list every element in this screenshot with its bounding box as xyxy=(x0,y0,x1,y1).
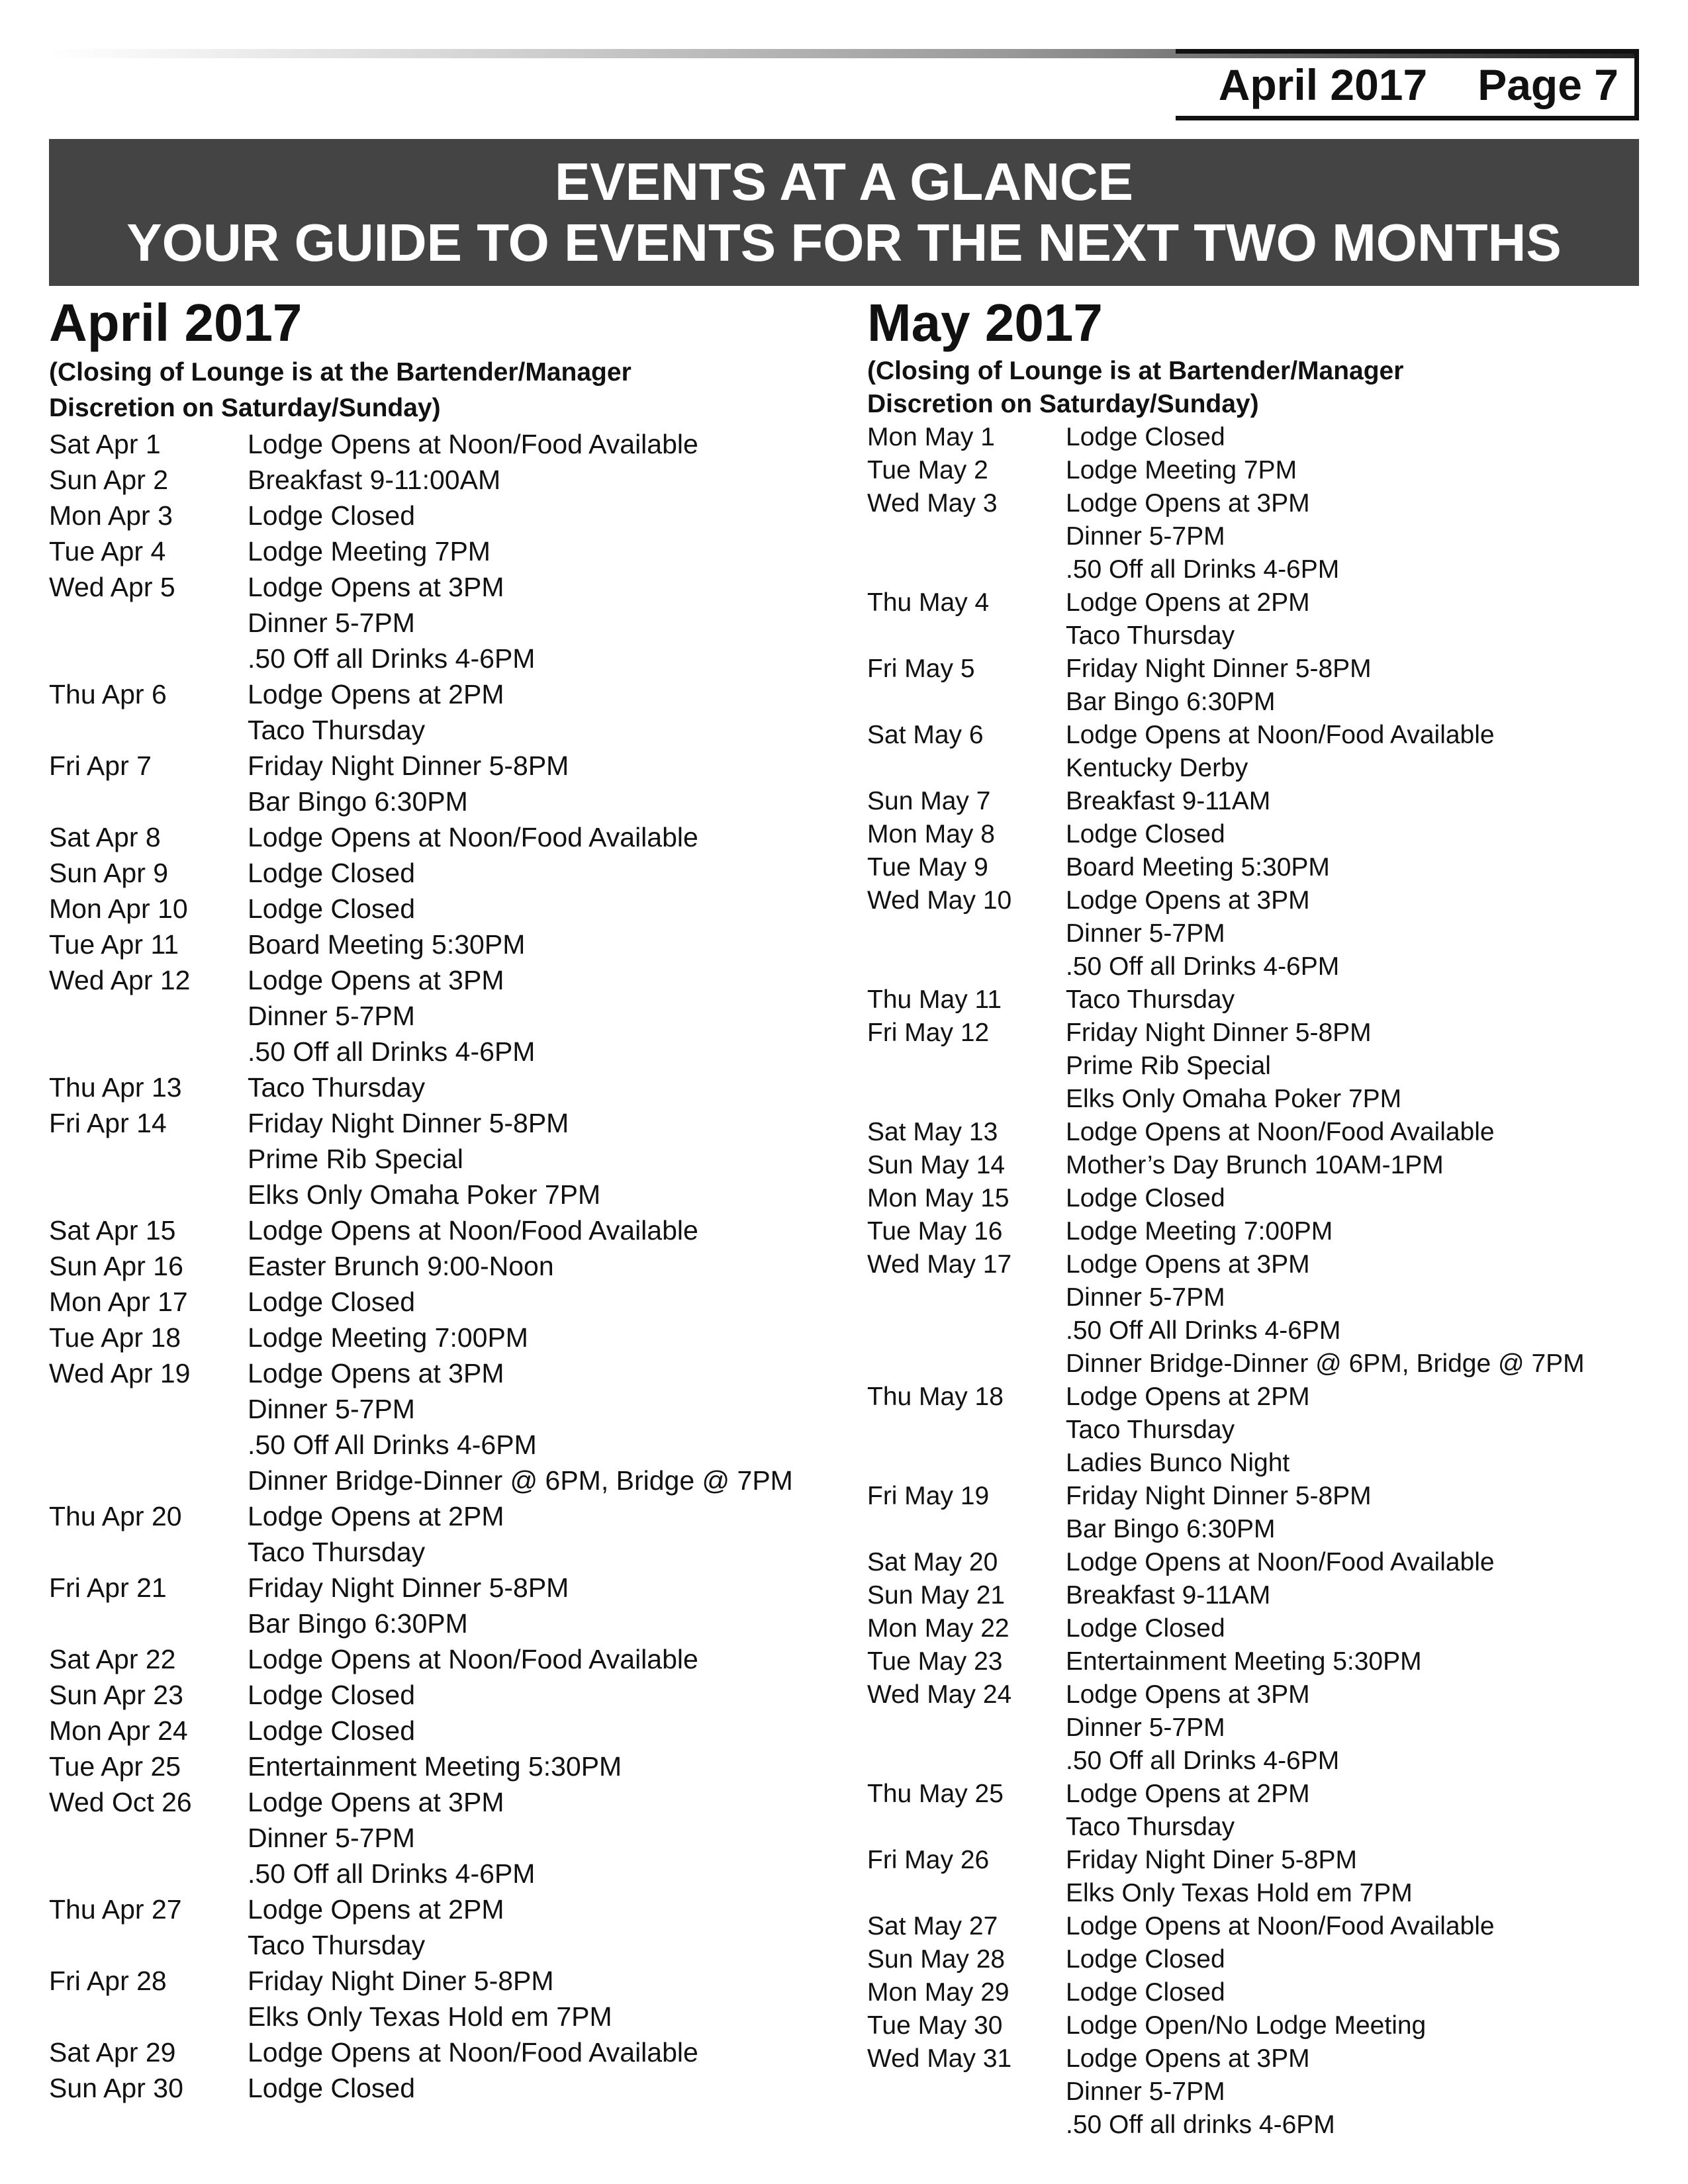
event-date: Sat May 20 xyxy=(867,1548,998,1576)
event-lines xyxy=(1066,1248,1585,1381)
event-lines xyxy=(1066,818,1225,851)
april-column xyxy=(49,291,830,2106)
event-date: Sat Apr 29 xyxy=(49,2037,176,2068)
event-date: Wed Oct 26 xyxy=(49,1787,192,1817)
event-date: Wed Apr 19 xyxy=(49,1358,191,1388)
event-description: Lodge Closed xyxy=(248,500,416,531)
event-date: Sat Apr 22 xyxy=(49,1644,176,1674)
event-description: Breakfast 9-11AM xyxy=(1066,1581,1271,1610)
event-description: .50 Off all Drinks 4-6PM xyxy=(248,643,536,674)
event-lines xyxy=(1066,586,1310,653)
event-lines xyxy=(1066,2009,1426,2042)
event-description: Lodge Opens at 2PM xyxy=(248,1894,504,1925)
event-lines xyxy=(1066,653,1372,719)
event-description: Dinner 5-7PM xyxy=(248,1823,415,1853)
event-date: Sat May 13 xyxy=(867,1118,998,1146)
event-description: Lodge Meeting 7:00PM xyxy=(1066,1217,1333,1246)
event-date: Sun Apr 9 xyxy=(49,858,169,888)
event-lines xyxy=(248,2034,698,2070)
event-description: Taco Thursday xyxy=(1066,1813,1235,1841)
title-banner xyxy=(49,139,1639,286)
event-lines xyxy=(1066,1546,1495,1579)
event-entry xyxy=(867,1116,1648,1149)
event-entry xyxy=(867,586,1648,653)
event-date: Thu May 25 xyxy=(867,1780,1004,1808)
event-description: Taco Thursday xyxy=(248,1930,426,1960)
event-entry xyxy=(49,962,830,1069)
event-lines xyxy=(1066,1943,1225,1976)
event-date: Fri May 5 xyxy=(867,655,975,683)
event-date: Fri May 12 xyxy=(867,1019,990,1047)
event-lines xyxy=(1066,2042,1335,2142)
event-lines xyxy=(248,426,698,462)
event-description: Dinner 5-7PM xyxy=(1066,522,1225,551)
event-description: Bar Bingo 6:30PM xyxy=(1066,1515,1276,1543)
event-description: Friday Night Diner 5-8PM xyxy=(248,1966,554,1996)
event-lines xyxy=(248,1212,698,1248)
event-description: Lodge Opens at Noon/Food Available xyxy=(248,429,698,459)
event-entry xyxy=(867,884,1648,983)
event-description: Mother’s Day Brunch 10AM-1PM xyxy=(1066,1151,1444,1179)
event-lines xyxy=(248,569,535,676)
event-entry xyxy=(867,1612,1648,1645)
event-lines xyxy=(1066,1149,1444,1182)
event-lines xyxy=(1066,1579,1270,1612)
event-description: Dinner 5-7PM xyxy=(1066,2077,1225,2106)
event-date: Mon Apr 10 xyxy=(49,893,188,924)
event-date: Tue May 30 xyxy=(867,2011,1003,2040)
event-description: Dinner 5-7PM xyxy=(248,608,415,638)
event-entry xyxy=(49,1355,830,1498)
banner-title: EVENTS AT A GLANCE xyxy=(554,152,1134,211)
event-entry xyxy=(49,1891,830,1963)
event-entry xyxy=(49,1677,830,1713)
event-entry xyxy=(49,2034,830,2070)
event-lines xyxy=(1066,487,1339,586)
event-entry xyxy=(867,1546,1648,1579)
event-entry xyxy=(867,1844,1648,1910)
event-description: Lodge Opens at Noon/Food Available xyxy=(1066,721,1495,749)
event-date: Tue May 2 xyxy=(867,456,988,484)
event-lines xyxy=(248,927,525,962)
event-date: Tue May 16 xyxy=(867,1217,1003,1246)
event-description: Elks Only Omaha Poker 7PM xyxy=(248,1179,601,1210)
closing-note-line: (Closing of Lounge is at the Bartender/Manager xyxy=(49,358,632,387)
event-description: Lodge Open/No Lodge Meeting xyxy=(1066,2011,1427,2040)
page-number: Page 7 xyxy=(1477,60,1618,109)
event-description: Lodge Opens at 2PM xyxy=(248,1501,504,1531)
event-entry xyxy=(867,719,1648,785)
event-description: Elks Only Omaha Poker 7PM xyxy=(1066,1085,1402,1113)
event-lines xyxy=(1066,1480,1372,1546)
event-description: Lodge Opens at 3PM xyxy=(1066,1250,1310,1279)
event-description: Lodge Closed xyxy=(1066,1978,1225,2007)
event-description: Lodge Closed xyxy=(248,858,416,888)
event-description: Friday Night Dinner 5-8PM xyxy=(1066,655,1372,683)
event-description: .50 Off all Drinks 4-6PM xyxy=(1066,555,1340,584)
event-entry xyxy=(867,1910,1648,1943)
event-description: Dinner Bridge-Dinner @ 6PM, Bridge @ 7PM xyxy=(1066,1349,1585,1378)
event-date: Sat Apr 1 xyxy=(49,429,161,459)
event-description: Lodge Opens at 3PM xyxy=(248,1358,504,1388)
event-entry xyxy=(867,851,1648,884)
event-entry xyxy=(49,2070,830,2106)
banner-subtitle: YOUR GUIDE TO EVENTS FOR THE NEXT TWO MONTHS xyxy=(126,213,1562,272)
event-description: Lodge Meeting 7PM xyxy=(1066,456,1297,484)
event-date: Tue May 9 xyxy=(867,853,988,882)
event-description: Lodge Opens at Noon/Food Available xyxy=(1066,1118,1495,1146)
event-date: Thu Apr 27 xyxy=(49,1894,182,1925)
event-date: Tue Apr 11 xyxy=(49,929,179,960)
event-description: .50 Off all Drinks 4-6PM xyxy=(248,1036,536,1067)
event-entry xyxy=(49,1069,830,1105)
event-lines xyxy=(1066,851,1330,884)
event-entry xyxy=(49,1570,830,1641)
event-date: Fri Apr 7 xyxy=(49,751,152,781)
issue-date: April 2017 xyxy=(1218,60,1428,109)
event-description: Board Meeting 5:30PM xyxy=(1066,853,1330,882)
event-date: Thu May 11 xyxy=(867,985,1002,1014)
event-description: Lodge Opens at Noon/Food Available xyxy=(248,2037,698,2068)
event-date: Mon Apr 24 xyxy=(49,1715,188,1746)
event-lines xyxy=(1066,1645,1422,1678)
event-entry xyxy=(49,748,830,819)
event-entry xyxy=(867,1149,1648,1182)
event-lines xyxy=(248,1784,535,1891)
page-header xyxy=(1176,49,1639,120)
event-description: Lodge Meeting 7:00PM xyxy=(248,1322,528,1353)
event-lines xyxy=(1066,719,1495,785)
event-lines xyxy=(248,1570,569,1641)
event-entry xyxy=(49,1641,830,1677)
event-description: .50 Off all drinks 4-6PM xyxy=(1066,2111,1335,2139)
event-date: Wed Apr 12 xyxy=(49,965,191,995)
event-date: Tue May 23 xyxy=(867,1647,1003,1676)
event-lines xyxy=(1066,1612,1225,1645)
event-entry xyxy=(867,785,1648,818)
event-description: Dinner Bridge-Dinner @ 6PM, Bridge @ 7PM xyxy=(248,1465,793,1496)
event-date: Wed May 24 xyxy=(867,1680,1012,1709)
event-lines xyxy=(1066,1182,1225,1215)
event-date: Wed May 3 xyxy=(867,489,998,518)
event-description: Breakfast 9-11AM xyxy=(1066,787,1271,815)
event-description: Bar Bingo 6:30PM xyxy=(248,1608,468,1639)
event-date: Sat Apr 15 xyxy=(49,1215,176,1246)
event-description: .50 Off all Drinks 4-6PM xyxy=(1066,1747,1340,1775)
event-date: Sat May 27 xyxy=(867,1912,998,1940)
event-lines xyxy=(1066,1678,1339,1778)
event-lines xyxy=(248,1355,793,1498)
event-lines xyxy=(248,1069,425,1105)
event-date: Fri Apr 14 xyxy=(49,1108,167,1138)
event-date: Tue Apr 25 xyxy=(49,1751,181,1782)
event-lines xyxy=(1066,884,1339,983)
event-date: Mon May 22 xyxy=(867,1614,1009,1643)
event-entry xyxy=(49,1963,830,2034)
event-lines xyxy=(1066,1976,1225,2009)
event-description: Lodge Closed xyxy=(1066,1184,1225,1212)
event-entry xyxy=(867,1215,1648,1248)
event-entry xyxy=(867,653,1648,719)
event-entry xyxy=(49,498,830,533)
event-entry xyxy=(49,569,830,676)
event-description: Taco Thursday xyxy=(1066,985,1235,1014)
event-lines xyxy=(248,962,535,1069)
event-description: Prime Rib Special xyxy=(1066,1052,1271,1080)
event-lines xyxy=(248,462,500,498)
event-date: Mon Apr 17 xyxy=(49,1287,188,1317)
event-description: Lodge Closed xyxy=(1066,820,1225,848)
event-description: .50 Off all Drinks 4-6PM xyxy=(1066,952,1340,981)
event-description: Lodge Meeting 7PM xyxy=(248,536,491,567)
event-entry xyxy=(867,1182,1648,1215)
event-entry xyxy=(49,927,830,962)
event-date: Thu Apr 20 xyxy=(49,1501,182,1531)
month-title: May 2017 xyxy=(867,293,1103,352)
event-entry xyxy=(49,1713,830,1749)
event-entry xyxy=(867,1381,1648,1480)
event-lines xyxy=(1066,1381,1310,1480)
event-entry xyxy=(867,1943,1648,1976)
event-description: Lodge Opens at 2PM xyxy=(1066,1383,1310,1411)
event-description: Entertainment Meeting 5:30PM xyxy=(248,1751,622,1782)
event-entry xyxy=(49,676,830,748)
event-description: Lodge Opens at 2PM xyxy=(1066,1780,1310,1808)
event-lines xyxy=(1066,1215,1333,1248)
event-date: Mon May 8 xyxy=(867,820,995,848)
event-description: Lodge Opens at 3PM xyxy=(1066,886,1310,915)
event-description: Lodge Opens at 2PM xyxy=(1066,588,1310,617)
event-lines xyxy=(248,1248,554,1284)
event-lines xyxy=(1066,1116,1495,1149)
event-entry xyxy=(49,855,830,891)
event-date: Sun May 14 xyxy=(867,1151,1006,1179)
event-description: Dinner 5-7PM xyxy=(1066,919,1225,948)
event-entry xyxy=(867,1480,1648,1546)
event-description: .50 Off All Drinks 4-6PM xyxy=(248,1430,537,1460)
event-description: Elks Only Texas Hold em 7PM xyxy=(1066,1879,1413,1907)
event-description: Lodge Opens at 3PM xyxy=(248,572,504,602)
event-entry xyxy=(49,533,830,569)
event-date: Wed Apr 5 xyxy=(49,572,175,602)
event-date: Sun Apr 2 xyxy=(49,465,169,495)
event-lines xyxy=(248,1105,600,1212)
event-entry xyxy=(867,818,1648,851)
event-entry xyxy=(867,487,1648,586)
event-description: Lodge Closed xyxy=(1066,1614,1225,1643)
event-date: Thu May 4 xyxy=(867,588,990,617)
event-description: Friday Night Diner 5-8PM xyxy=(1066,1846,1357,1874)
event-date: Mon May 1 xyxy=(867,423,995,451)
event-lines xyxy=(248,855,415,891)
event-date: Sun May 7 xyxy=(867,787,991,815)
event-description: Friday Night Dinner 5-8PM xyxy=(1066,1482,1372,1510)
event-description: Dinner 5-7PM xyxy=(248,1394,415,1424)
event-entry xyxy=(49,1105,830,1212)
event-lines xyxy=(248,891,415,927)
event-date: Sun Apr 23 xyxy=(49,1680,183,1710)
event-date: Thu Apr 6 xyxy=(49,679,167,709)
event-description: Lodge Opens at Noon/Food Available xyxy=(248,822,698,852)
event-description: Dinner 5-7PM xyxy=(1066,1283,1225,1312)
event-date: Sun May 28 xyxy=(867,1945,1006,1974)
event-entry xyxy=(867,1248,1648,1381)
event-description: Lodge Opens at 3PM xyxy=(1066,1680,1310,1709)
event-lines xyxy=(248,1749,622,1784)
events-list xyxy=(867,421,1648,2142)
event-entry xyxy=(49,1749,830,1784)
event-lines xyxy=(248,1891,504,1963)
event-description: Lodge Opens at 3PM xyxy=(1066,489,1310,518)
event-entry xyxy=(867,2009,1648,2042)
event-date: Sun May 21 xyxy=(867,1581,1006,1610)
event-date: Mon May 29 xyxy=(867,1978,1009,2007)
event-lines xyxy=(248,2070,415,2106)
event-date: Sun Apr 16 xyxy=(49,1251,183,1281)
event-entry xyxy=(867,1579,1648,1612)
event-description: Lodge Opens at Noon/Food Available xyxy=(248,1644,698,1674)
event-description: Bar Bingo 6:30PM xyxy=(1066,688,1276,716)
event-description: Lodge Opens at Noon/Food Available xyxy=(248,1215,698,1246)
event-description: Lodge Closed xyxy=(1066,1945,1225,1974)
event-entry xyxy=(867,1645,1648,1678)
event-date: Wed May 31 xyxy=(867,2044,1012,2073)
event-description: Dinner 5-7PM xyxy=(248,1001,415,1031)
event-entry xyxy=(49,1212,830,1248)
event-description: Lodge Opens at 3PM xyxy=(248,965,504,995)
event-description: Taco Thursday xyxy=(248,1537,426,1567)
event-description: Taco Thursday xyxy=(1066,621,1235,650)
event-entry xyxy=(49,462,830,498)
event-description: Lodge Closed xyxy=(248,2073,416,2103)
event-entry xyxy=(49,426,830,462)
event-description: Friday Night Dinner 5-8PM xyxy=(248,751,569,781)
event-lines xyxy=(248,1320,528,1355)
event-lines xyxy=(248,1498,504,1570)
event-lines xyxy=(248,676,504,748)
event-description: Board Meeting 5:30PM xyxy=(248,929,526,960)
event-lines xyxy=(1066,983,1235,1017)
event-lines xyxy=(248,1963,612,2034)
event-lines xyxy=(248,1284,415,1320)
event-description: Taco Thursday xyxy=(248,1072,426,1103)
event-lines xyxy=(1066,1844,1413,1910)
event-entry xyxy=(867,421,1648,454)
event-lines xyxy=(1066,785,1270,818)
event-description: Lodge Opens at 3PM xyxy=(1066,2044,1310,2073)
event-date: Sun Apr 30 xyxy=(49,2073,183,2103)
event-description: .50 Off all Drinks 4-6PM xyxy=(248,1858,536,1889)
event-entry xyxy=(49,891,830,927)
event-date: Tue Apr 4 xyxy=(49,536,166,567)
event-lines xyxy=(248,819,698,855)
event-description: Lodge Closed xyxy=(248,1680,416,1710)
event-entry xyxy=(867,1976,1648,2009)
event-description: Bar Bingo 6:30PM xyxy=(248,786,468,817)
event-date: Fri May 26 xyxy=(867,1846,990,1874)
event-entry xyxy=(49,1498,830,1570)
event-description: Breakfast 9-11:00AM xyxy=(248,465,501,495)
event-lines xyxy=(1066,1778,1310,1844)
month-title: April 2017 xyxy=(49,293,303,352)
event-description: Ladies Bunco Night xyxy=(1066,1449,1290,1477)
event-entry xyxy=(49,1320,830,1355)
event-description: Lodge Opens at 2PM xyxy=(248,679,504,709)
event-lines xyxy=(248,1713,415,1749)
event-entry xyxy=(867,983,1648,1017)
event-description: Lodge Opens at Noon/Food Available xyxy=(1066,1548,1495,1576)
closing-note-line: (Closing of Lounge is at Bartender/Manager xyxy=(867,357,1404,385)
event-entry xyxy=(49,1248,830,1284)
event-description: Taco Thursday xyxy=(1066,1416,1235,1444)
event-description: Dinner 5-7PM xyxy=(1066,1713,1225,1742)
event-date: Mon Apr 3 xyxy=(49,500,173,531)
event-date: Fri May 19 xyxy=(867,1482,990,1510)
event-entry xyxy=(49,1284,830,1320)
event-description: Lodge Closed xyxy=(248,1715,416,1746)
event-entry xyxy=(867,1017,1648,1116)
event-lines xyxy=(248,533,491,569)
closing-note-line: Discretion on Saturday/Sunday) xyxy=(867,390,1259,418)
events-list xyxy=(49,426,830,2106)
event-entry xyxy=(867,2042,1648,2142)
event-entry xyxy=(867,454,1648,487)
event-date: Thu Apr 13 xyxy=(49,1072,182,1103)
event-date: Wed May 17 xyxy=(867,1250,1012,1279)
event-description: Lodge Closed xyxy=(248,1287,416,1317)
event-description: Taco Thursday xyxy=(248,715,426,745)
event-date: Sat Apr 8 xyxy=(49,822,161,852)
event-date: Fri Apr 21 xyxy=(49,1572,167,1603)
event-lines xyxy=(1066,454,1297,487)
event-description: Entertainment Meeting 5:30PM xyxy=(1066,1647,1422,1676)
event-description: Elks Only Texas Hold em 7PM xyxy=(248,2001,612,2032)
event-lines xyxy=(248,1677,415,1713)
event-entry xyxy=(49,819,830,855)
may-column xyxy=(867,291,1648,2142)
event-description: .50 Off All Drinks 4-6PM xyxy=(1066,1316,1341,1345)
event-date: Fri Apr 28 xyxy=(49,1966,167,1996)
event-description: Lodge Closed xyxy=(248,893,416,924)
event-description: Lodge Closed xyxy=(1066,423,1225,451)
event-date: Tue Apr 18 xyxy=(49,1322,181,1353)
closing-note-line: Discretion on Saturday/Sunday) xyxy=(49,394,441,422)
event-date: Mon May 15 xyxy=(867,1184,1009,1212)
event-lines xyxy=(1066,421,1225,454)
event-date: Thu May 18 xyxy=(867,1383,1004,1411)
event-description: Lodge Opens at 3PM xyxy=(248,1787,504,1817)
event-date: Sat May 6 xyxy=(867,721,984,749)
event-description: Friday Night Dinner 5-8PM xyxy=(1066,1019,1372,1047)
event-lines xyxy=(1066,1017,1401,1116)
event-entry xyxy=(49,1784,830,1891)
event-description: Friday Night Dinner 5-8PM xyxy=(248,1108,569,1138)
event-description: Friday Night Dinner 5-8PM xyxy=(248,1572,569,1603)
event-description: Easter Brunch 9:00-Noon xyxy=(248,1251,554,1281)
event-lines xyxy=(248,1641,698,1677)
event-entry xyxy=(867,1678,1648,1778)
event-entry xyxy=(867,1778,1648,1844)
event-date: Wed May 10 xyxy=(867,886,1012,915)
event-lines xyxy=(1066,1910,1495,1943)
event-lines xyxy=(248,498,415,533)
event-description: Lodge Opens at Noon/Food Available xyxy=(1066,1912,1495,1940)
event-lines xyxy=(248,748,569,819)
event-description: Prime Rib Special xyxy=(248,1144,463,1174)
event-description: Kentucky Derby xyxy=(1066,754,1248,782)
